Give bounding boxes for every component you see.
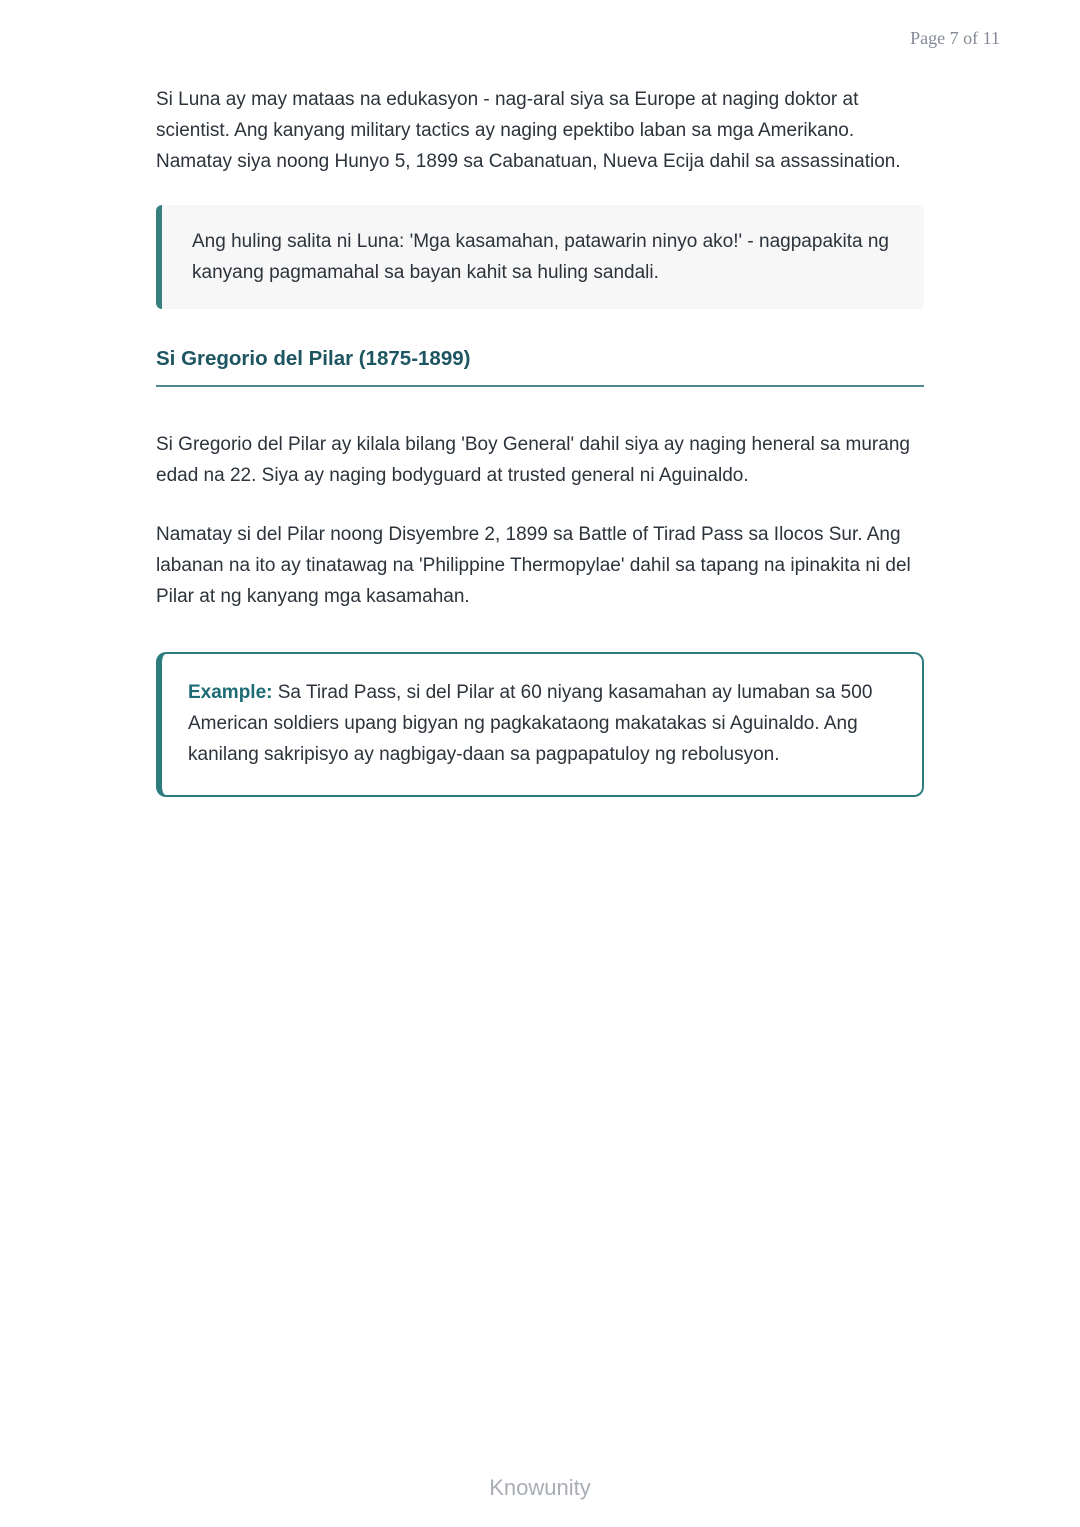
- quote-block: [156, 205, 924, 309]
- example-paragraph: [188, 677, 894, 770]
- paragraph-luna: Si Luna ay may mataas na edukasyon - nag-aral siya sa Europe at naging doktor at scientist. Ang kanyang military tactics ay naging epektibo laban sa mga Amerikano. Namatay siya noong Hunyo 5, 1899 sa Cabanatuan, Nueva Ecija dahil sa assassination.: [156, 89, 901, 172]
- section-heading-gregorio-del-pilar: Si Gregorio del Pilar (1875-1899): [156, 347, 924, 387]
- example-label: Example:: [188, 682, 273, 703]
- paragraph-pilar-intro: Si Gregorio del Pilar ay kilala bilang 'Boy General' dahil siya ay naging heneral sa murang edad na 22. Siya ay naging bodyguard at trusted general ni Aguinaldo.: [156, 434, 910, 486]
- footer-brand: Knowunity: [489, 1475, 591, 1500]
- quote-text: Ang huling salita ni Luna: 'Mga kasamahan, patawarin ninyo ako!' - nagpapakita ng kanyang pagmamahal sa bayan kahit sa huling sandali.: [192, 231, 889, 283]
- page-content: [156, 84, 924, 797]
- example-text: Sa Tirad Pass, si del Pilar at 60 niyang kasamahan ay lumaban sa 500 American soldiers upang bigyan ng pagkakataong makatakas si Aguinaldo. Ang kanilang sakripisyo ay nagbigay-daan sa pagpapatuloy ng rebolusyon.: [188, 682, 873, 765]
- page-indicator: Page 7 of 11: [910, 28, 1000, 48]
- example-callout: [156, 652, 924, 797]
- paragraph-pilar-death: Namatay si del Pilar noong Disyembre 2, 1899 sa Battle of Tirad Pass sa Ilocos Sur. Ang labanan na ito ay tinatawag na 'Philippine Thermopylae' dahil sa tapang na ipinakita ni del Pilar at ng kanyang mga kasamahan.: [156, 524, 911, 607]
